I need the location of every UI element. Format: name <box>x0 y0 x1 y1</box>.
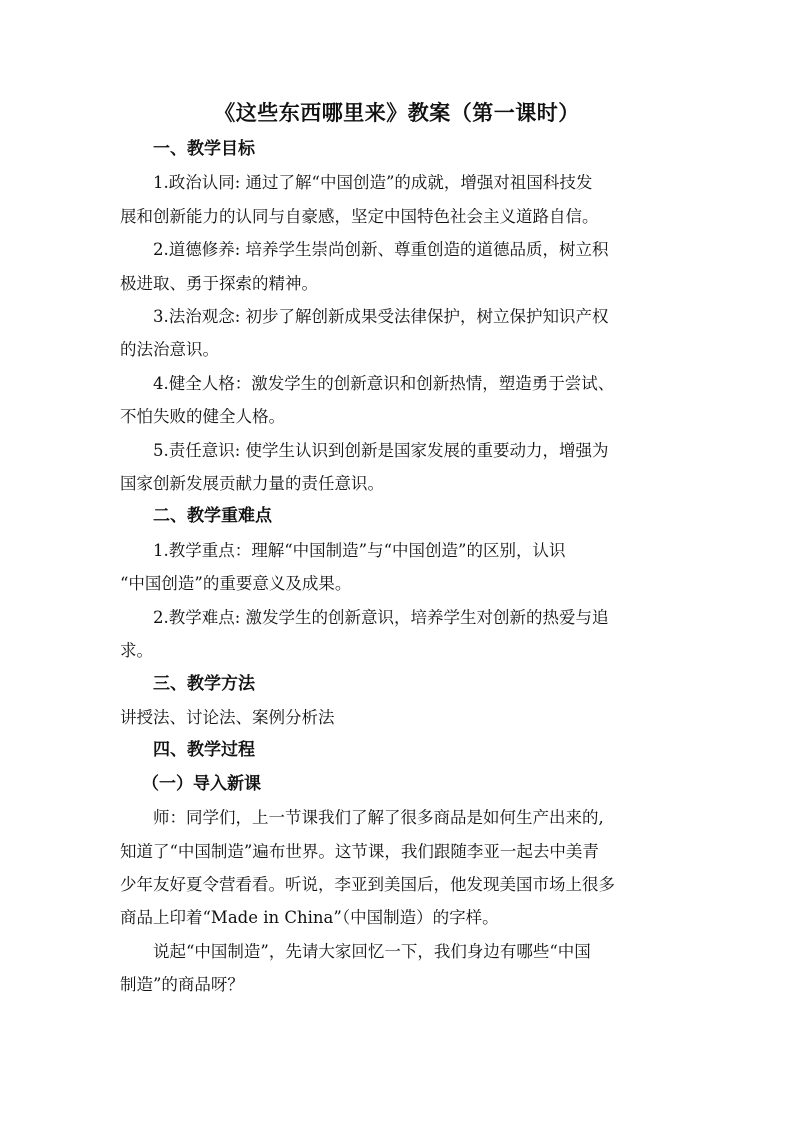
key-point-item <box>120 601 680 668</box>
text-line: 求。 <box>120 641 153 661</box>
objective-item <box>120 367 680 434</box>
text-line: 2.道德修养: 培养学生崇尚创新、尊重创造的道德品质，树立积 <box>153 240 609 260</box>
objective-item <box>120 300 680 367</box>
text-line: 的法治意识。 <box>120 340 219 360</box>
text-line: 知道了“中国制造”遍布世界。这节课，我们跟随李亚一起去中美青 <box>120 841 599 861</box>
text-line: 商品上印着“Made in China”（中国制造）的字样。 <box>120 908 499 928</box>
document-title: 《这些东西哪里来》教案（第一课时） <box>214 100 580 125</box>
text-line: 说起“中国制造”，先请大家回忆一下，我们身边有哪些“中国 <box>153 941 591 961</box>
text-line: 3.法治观念: 初步了解创新成果受法律保护，树立保护知识产权 <box>153 307 609 327</box>
text-line: 国家创新发展贡献力量的责任意识。 <box>120 474 384 494</box>
section-heading-objectives: 一、教学目标 <box>153 139 255 159</box>
key-point-item <box>120 534 680 601</box>
text-line: 少年友好夏令营看看。听说，李亚到美国后，他发现美国市场上很多 <box>120 874 615 894</box>
text-line: 5.责任意识: 使学生认识到创新是国家发展的重要动力，增强为 <box>153 440 609 460</box>
methods-text: 讲授法、讨论法、案例分析法 <box>120 707 335 727</box>
objective-item <box>120 166 680 233</box>
paragraph <box>120 935 680 1002</box>
document-body <box>120 133 680 1002</box>
text-line: 4.健全人格：激发学生的创新意识和创新热情，塑造勇于尝试、 <box>153 373 615 393</box>
objective-item <box>120 233 680 300</box>
subsection-heading-intro: （一）导入新课 <box>142 773 261 794</box>
text-line: 展和创新能力的认同与自豪感，坚定中国特色社会主义道路自信。 <box>120 206 599 226</box>
text-line: 制造”的商品呀？ <box>120 975 244 995</box>
objective-item <box>120 434 680 501</box>
text-line: 极进取、勇于探索的精神。 <box>120 273 318 293</box>
text-line: 师：同学们，上一节课我们了解了很多商品是如何生产出来的, <box>153 808 604 828</box>
text-line: “中国创造”的重要意义及成果。 <box>120 574 352 594</box>
section-heading-process: 四、教学过程 <box>153 740 255 761</box>
paragraph <box>120 801 680 935</box>
text-line: 1.教学重点：理解“中国制造”与“中国创造”的区别，认识 <box>153 540 566 560</box>
section-heading-methods: 三、教学方法 <box>153 673 255 694</box>
text-line: 不怕失败的健全人格。 <box>120 407 285 427</box>
text-line: 1.政治认同: 通过了解“中国创造”的成就，增强对祖国科技发 <box>153 173 593 193</box>
section-heading-key-points: 二、教学重难点 <box>153 506 272 527</box>
text-line: 2.教学难点: 激发学生的创新意识，培养学生对创新的热爱与追 <box>153 607 609 627</box>
